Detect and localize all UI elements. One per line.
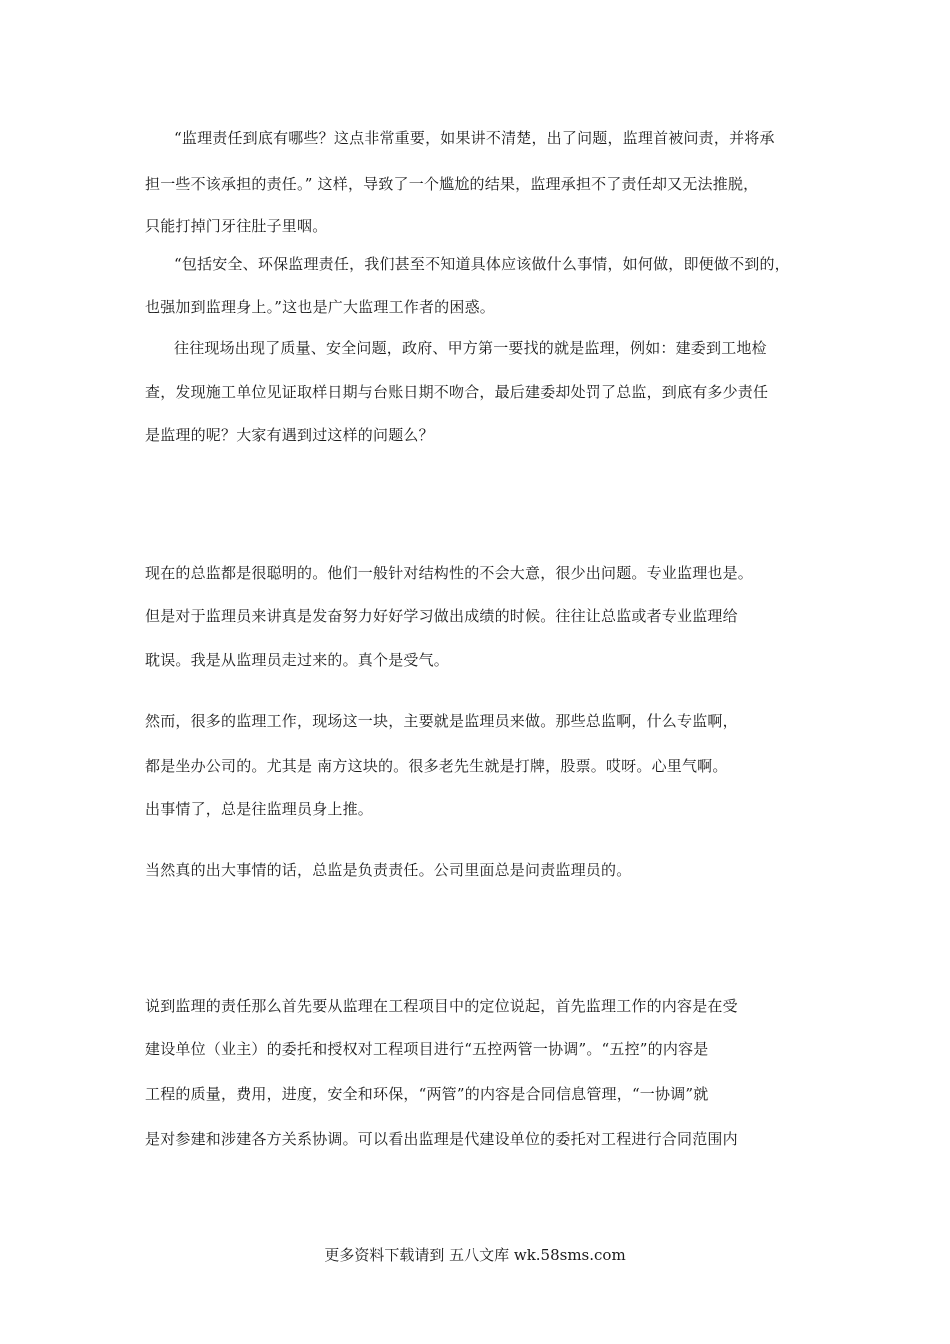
paragraph-1-line-2: 担一些不该承担的责任。” 这样，导致了一个尴尬的结果，监理承担不了责任却又无法推脱，: [145, 175, 759, 193]
paragraph-5-line-3: 出事情了，总是往监理员身上推。: [145, 800, 374, 818]
paragraph-1-line-3: 只能打掉门牙往肚子里咽。: [145, 217, 328, 235]
paragraph-5-line-1: 然而，很多的监理工作，现场这一块，主要就是监理员来做。那些总监啊，什么专监啊，: [145, 712, 738, 730]
paragraph-7-line-3: 工程的质量，费用，进度，安全和环保，“两管”的内容是合同信息管理，“一协调”就: [145, 1085, 709, 1103]
paragraph-7-line-2: 建设单位（业主）的委托和授权对工程项目进行“五控两管一协调”。“五控”的内容是: [145, 1040, 709, 1058]
footer-link-text: 更多资料下载请到 五八文库 wk.58sms.com: [324, 1246, 626, 1264]
paragraph-4-line-1: 现在的总监都是很聪明的。他们一般针对结构性的不会大意，很少出问题。专业监理也是。: [145, 564, 754, 582]
paragraph-2-line-2: 也强加到监理身上。”这也是广大监理工作者的困惑。: [145, 298, 495, 316]
paragraph-4-line-3: 耽误。我是从监理员走过来的。真个是受气。: [145, 651, 450, 669]
paragraph-7-line-1: 说到监理的责任那么首先要从监理在工程项目中的定位说起，首先监理工作的内容是在受: [145, 997, 738, 1015]
paragraph-7-line-4: 是对参建和涉建各方关系协调。可以看出监理是代建设单位的委托对工程进行合同范围内: [145, 1130, 738, 1148]
paragraph-5-line-2: 都是坐办公司的。尤其是 南方这块的。很多老先生就是打牌，股票。哎呀。心里气啊。: [145, 757, 728, 775]
paragraph-3-line-3: 是监理的呢？大家有遇到过这样的问题么？: [145, 426, 434, 444]
paragraph-3-line-1: 往往现场出现了质量、安全问题，政府、甲方第一要找的就是监理，例如：建委到工地检: [174, 339, 767, 357]
paragraph-4-line-2: 但是对于监理员来讲真是发奋努力好好学习做出成绩的时候。往往让总监或者专业监理给: [145, 607, 738, 625]
paragraph-2-line-1: “包括安全、环保监理责任，我们甚至不知道具体应该做什么事情，如何做，即便做不到的，: [174, 255, 790, 273]
paragraph-3-line-2: 查，发现施工单位见证取样日期与台账日期不吻合，最后建委却处罚了总监，到底有多少责任: [145, 383, 769, 401]
paragraph-1-line-1: “监理责任到底有哪些？这点非常重要，如果讲不清楚，出了问题，监理首被问责，并将承: [174, 129, 775, 147]
paragraph-6-line-1: 当然真的出大事情的话，总监是负责责任。公司里面总是问责监理员的。: [145, 861, 632, 879]
